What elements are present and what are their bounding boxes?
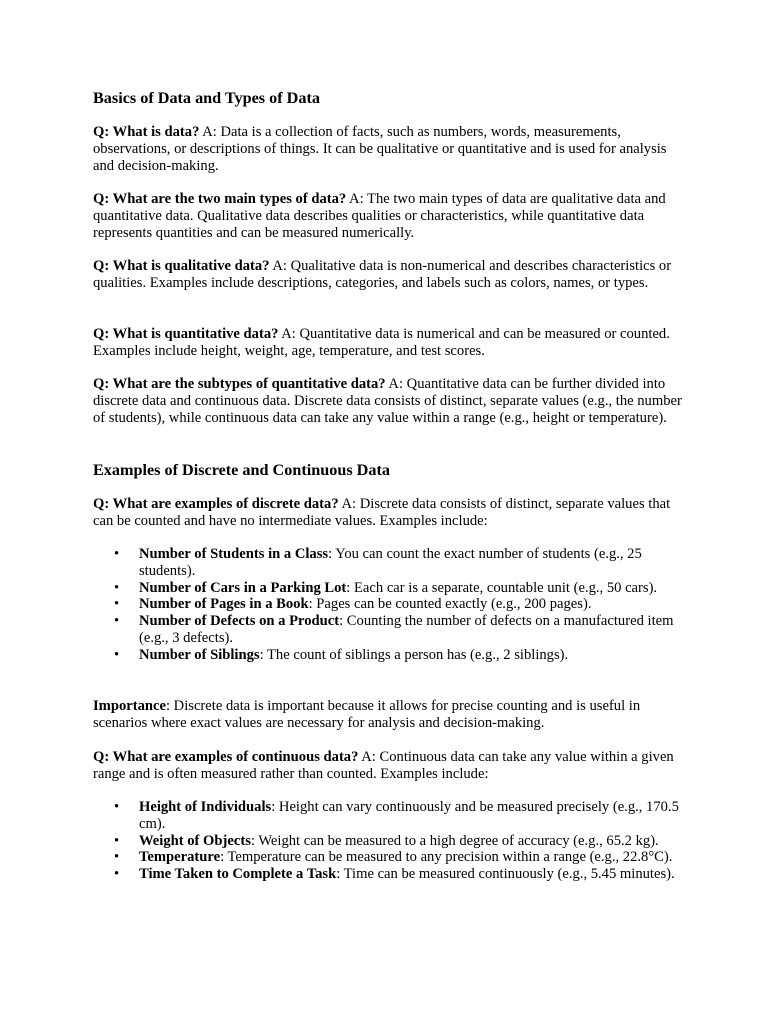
question-label: Q: What are examples of continuous data? bbox=[93, 749, 359, 765]
list-item bbox=[93, 613, 683, 647]
bullet-icon: • bbox=[114, 596, 120, 613]
qa-qualitative-data bbox=[93, 258, 683, 292]
question-label: Q: What are the subtypes of quantitative data? bbox=[93, 376, 386, 392]
bullet-icon: • bbox=[114, 866, 120, 883]
list-text: : Temperature can be measured to any precision within a range (e.g., 22.8°C). bbox=[220, 849, 673, 866]
list-item bbox=[93, 833, 683, 850]
question-label: Q: What is qualitative data? bbox=[93, 258, 270, 274]
list-term: Number of Pages in a Book bbox=[139, 596, 309, 613]
qa-quantitative-data bbox=[93, 326, 683, 360]
bullet-icon: • bbox=[114, 849, 120, 866]
answer-text: A: Continuous data can take any value within a given range and is often measured rather than counted. Examples include: bbox=[93, 749, 674, 782]
section-heading-examples: Examples of Discrete and Continuous Data bbox=[93, 461, 390, 479]
list-item bbox=[93, 799, 683, 833]
list-text: : The count of siblings a person has (e.g., 2 siblings). bbox=[259, 646, 569, 663]
answer-text: A: The two main types of data are qualitative data and quantitative data. Qualitative data describes qualities or characteristics, while quantitative data represents quantities and can be measured numerically. bbox=[93, 191, 666, 241]
qa-quantitative-subtypes bbox=[93, 376, 683, 426]
answer-text: A: Data is a collection of facts, such as numbers, words, measurements, observations, or descriptions of things. It can be qualitative or quantitative and is used for analysis and decision-making. bbox=[93, 124, 667, 174]
list-text: : Weight can be measured to a high degree of accuracy (e.g., 65.2 kg). bbox=[250, 832, 659, 849]
list-text: : Counting the number of defects on a manufactured item (e.g., 3 defects). bbox=[139, 613, 674, 646]
list-text: : Time can be measured continuously (e.g., 5.45 minutes). bbox=[336, 866, 675, 883]
qa-what-is-data bbox=[93, 124, 683, 174]
list-term: Number of Defects on a Product bbox=[139, 613, 340, 630]
list-term: Height of Individuals bbox=[139, 799, 272, 815]
list-item bbox=[93, 546, 683, 580]
list-item bbox=[93, 580, 683, 597]
question-label: Q: What are examples of discrete data? bbox=[93, 496, 339, 512]
list-term: Time Taken to Complete a Task bbox=[139, 866, 337, 883]
bullet-icon: • bbox=[114, 546, 120, 562]
bullet-icon: • bbox=[114, 579, 120, 596]
question-label: Q: What are the two main types of data? bbox=[93, 191, 347, 207]
answer-text: A: Qualitative data is non-numerical and describes characteristics or qualities. Examples include descriptions, categories, and labels such as colors, names, or types. bbox=[93, 258, 672, 291]
list-text: : You can count the exact number of students (e.g., 25 students). bbox=[139, 546, 642, 579]
answer-text: A: Quantitative data is numerical and can be measured or counted. Examples include height, weight, age, temperature, and test scores. bbox=[93, 326, 670, 359]
list-item bbox=[93, 647, 683, 664]
continuous-examples-list bbox=[93, 799, 683, 883]
qa-continuous-examples bbox=[93, 749, 683, 783]
qa-discrete-examples bbox=[93, 496, 683, 530]
answer-text: A: Quantitative data can be further divided into discrete data and continuous data. Discrete data consists of distinct, separate values (e.g., the number of students), while continuous data can take any value within a range (e.g., height or temperature). bbox=[93, 376, 682, 426]
question-label: Q: What is quantitative data? bbox=[93, 326, 279, 342]
discrete-examples-list bbox=[93, 546, 683, 664]
importance-label: Importance bbox=[93, 698, 166, 714]
qa-two-main-types bbox=[93, 191, 683, 241]
list-term: Temperature bbox=[139, 849, 221, 866]
bullet-icon: • bbox=[114, 832, 120, 849]
list-item bbox=[93, 849, 683, 866]
list-term: Number of Students in a Class bbox=[139, 546, 329, 562]
list-term: Number of Siblings bbox=[139, 646, 260, 663]
list-term: Weight of Objects bbox=[139, 832, 251, 849]
importance-paragraph bbox=[93, 698, 683, 732]
list-text: : Pages can be counted exactly (e.g., 200 pages). bbox=[308, 596, 592, 613]
section-heading-basics: Basics of Data and Types of Data bbox=[93, 89, 320, 107]
list-item bbox=[93, 866, 683, 883]
list-text: : Each car is a separate, countable unit (e.g., 50 cars). bbox=[346, 579, 658, 596]
list-term: Number of Cars in a Parking Lot bbox=[139, 579, 347, 596]
list-item bbox=[93, 596, 683, 613]
importance-text: : Discrete data is important because it allows for precise counting and is useful in scenarios where exact values are necessary for analysis and decision-making. bbox=[93, 698, 641, 731]
bullet-icon: • bbox=[114, 613, 120, 630]
bullet-icon: • bbox=[114, 799, 120, 815]
list-text: : Height can vary continuously and be measured precisely (e.g., 170.5 cm). bbox=[139, 799, 679, 832]
answer-text: A: Discrete data consists of distinct, separate values that can be counted and have no intermediate values. Examples include: bbox=[93, 496, 671, 529]
question-label: Q: What is data? bbox=[93, 124, 200, 140]
bullet-icon: • bbox=[114, 646, 120, 663]
